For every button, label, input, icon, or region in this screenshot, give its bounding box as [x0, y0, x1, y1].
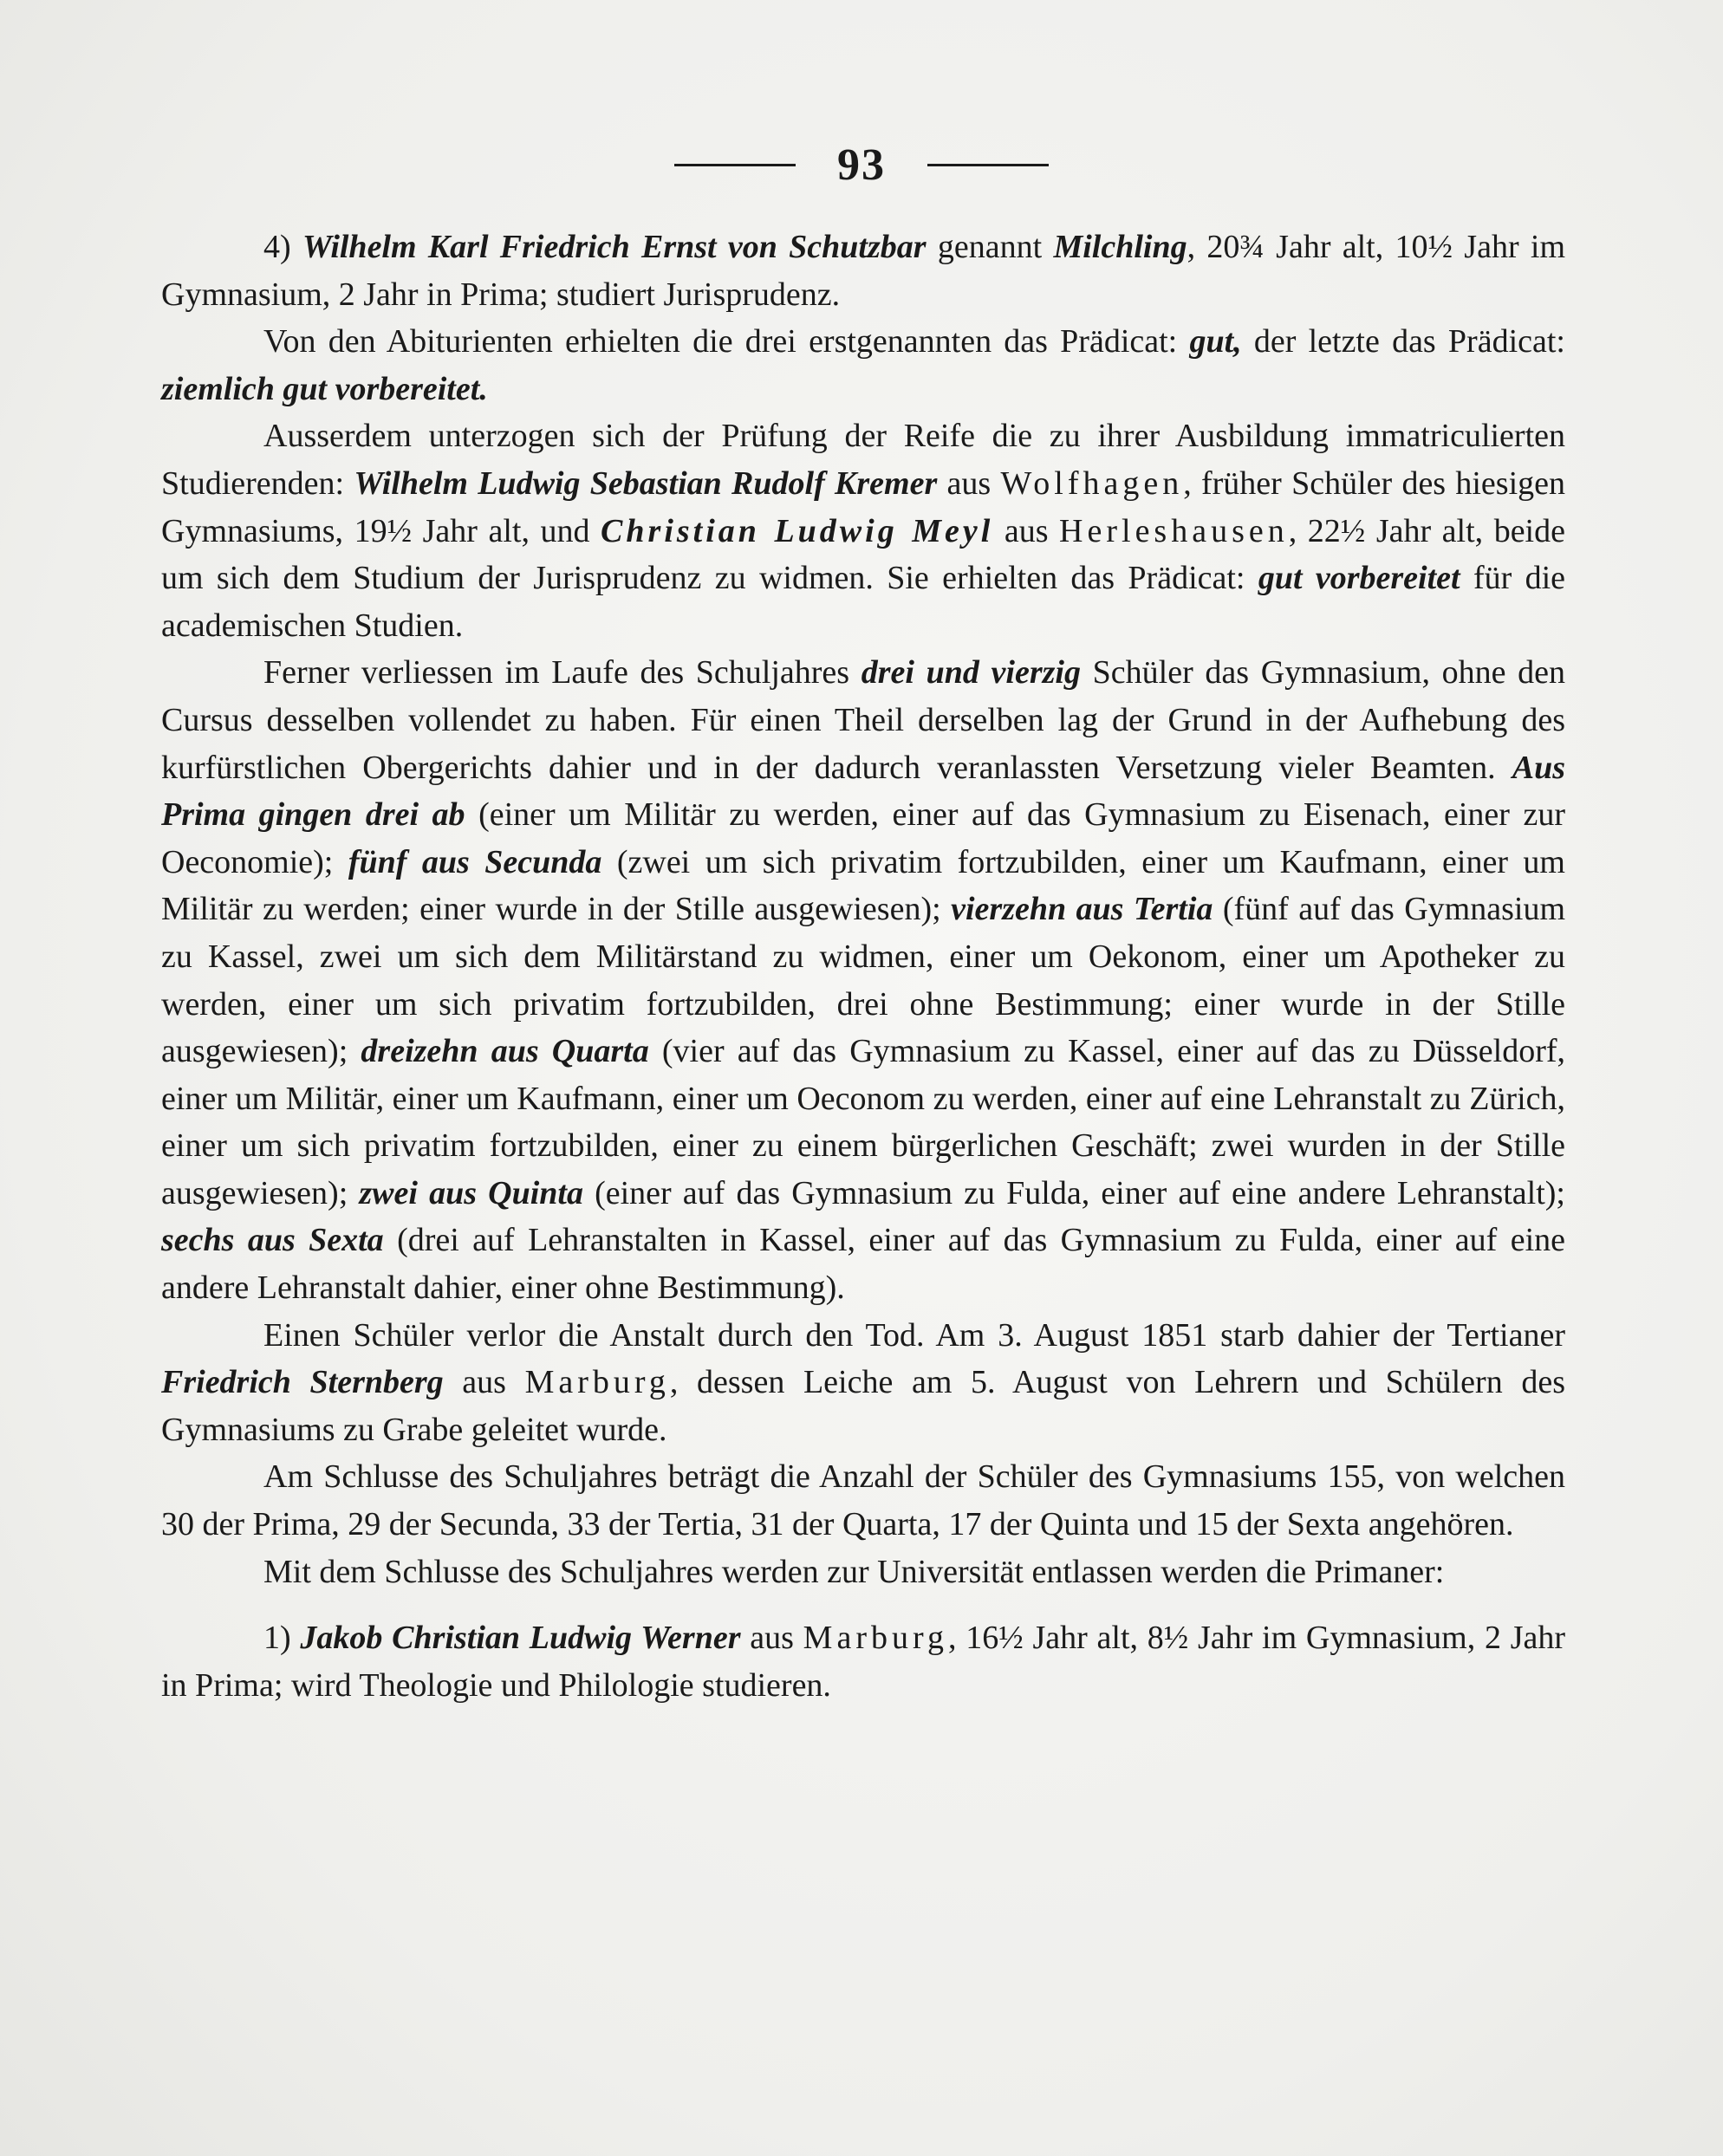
text-run: Schüler das Gymnasium, ohne den Cursus desselben vollendet zu haben. Für einen Theil derselben lag der Grund in der Aufhebung des kurfürstlichen Obergerichts dahier und in der dadurch veranlassten Versetzung vieler Beamten.: [161, 654, 1566, 786]
text-run: (vier auf das Gymnasium zu Kassel, einer auf das zu Düsseldorf, einer um Militär, einer um Kaufmann, einer um Oeconom zu werden, einer auf eine Lehranstalt zu Zürich, einer um sich privatim fortzubilden, einer zu einem bürgerlichen Geschäft; zwei wurden in der Stille ausgewiesen);: [161, 1033, 1566, 1211]
person-alias: Milchling: [1053, 229, 1187, 265]
person-name: Christian Ludwig Meyl: [601, 512, 994, 549]
emphasis-text: drei und vierzig: [861, 654, 1081, 692]
grade-text: gut,: [1189, 323, 1242, 360]
text-run: der letzte das Prädicat:: [1241, 323, 1565, 360]
text-run: (drei auf Lehranstalten in Kassel, einer auf das Gymnasium zu Fulda, einer auf eine andere Lehranstalt dahier, einer ohne Bestimmung).: [161, 1222, 1565, 1307]
paragraph-grades: [161, 318, 1565, 412]
paragraph-primaner-1: [161, 1614, 1565, 1709]
place-name: Marburg: [524, 1364, 670, 1401]
person-name: Jakob Christian Ludwig Werner: [300, 1620, 741, 1657]
text-run: , früher Schüler des hiesigen Gymnasiums, 19½ Jahr alt, und: [161, 464, 1566, 549]
text-run: Ausserdem unterzogen sich der Prüfung der Reife die zu ihrer Ausbildung immatriculierten Studierenden:: [161, 418, 1565, 502]
text-run: genannt: [926, 229, 1054, 265]
paragraph-departures: [161, 649, 1565, 1311]
paragraph-external-candidates: [161, 412, 1565, 649]
text-run: aus: [993, 512, 1060, 549]
paragraph-death: [161, 1312, 1565, 1454]
paragraph-enrollment: Am Schlusse des Schuljahres beträgt die Anzahl der Schüler des Gymnasiums 155, von welchen 30 der Prima, 29 der Secunda, 33 der Tertia, 31 der Quarta, 17 der Quinta und 15 der Sexta angehören.: [161, 1458, 1565, 1543]
text-run: (einer um Militär zu werden, einer auf das Gymnasium zu Eisenach, einer zur Oeconomie);: [161, 796, 1565, 880]
text-run: , 20¾ Jahr alt, 10½ Jahr im Gymnasium, 2 Jahr in Prima; studiert Jurisprudenz.: [161, 229, 1566, 313]
header-rule-left: [674, 164, 796, 166]
emphasis-text: sechs aus Sexta: [161, 1222, 384, 1259]
person-name: Wilhelm Karl Friedrich Ernst von Schutzbar: [302, 229, 927, 265]
text-run: , 16½ Jahr alt, 8½ Jahr im Gymnasium, 2 Jahr in Prima; wird Theologie und Philologie studieren.: [161, 1620, 1566, 1704]
text-run: aus: [937, 464, 1001, 502]
text-run: aus: [740, 1620, 803, 1657]
place-name: Herleshausen: [1059, 512, 1289, 549]
emphasis-text: fünf aus Secunda: [348, 843, 602, 880]
text-run: (einer auf das Gymnasium zu Fulda, einer auf eine andere Lehranstalt);: [582, 1174, 1565, 1211]
grade-text: gut vorbereitet: [1258, 560, 1460, 597]
text-run: Von den Abiturienten erhielten die drei erstgenannten das Prädicat:: [263, 323, 1190, 360]
body-text: [161, 224, 1565, 1709]
paragraph-university-intro: Mit dem Schlusse des Schuljahres werden zur Universität entlassen werden die Primaner:: [263, 1553, 1445, 1590]
person-name: Wilhelm Ludwig Sebastian Rudolf Kremer: [354, 464, 938, 502]
text-run: Einen Schüler verlor die Anstalt durch den Tod. Am 3. August 1851 starb dahier der Tertianer: [263, 1316, 1565, 1354]
page-header: [0, 130, 1723, 199]
paragraph-graduate-4: [161, 224, 1565, 318]
emphasis-text: Aus Prima gingen drei ab: [161, 749, 1565, 834]
grade-text: ziemlich gut vorbereitet.: [161, 370, 488, 407]
text-run: , dessen Leiche am 5. August von Lehrern und Schülern des Gymnasiums zu Grabe geleitet wurde.: [161, 1364, 1565, 1448]
emphasis-text: dreizehn aus Quarta: [361, 1033, 649, 1070]
text-run: (fünf auf das Gymnasium zu Kassel, zwei um sich dem Militärstand zu widmen, einer um Oekonom, einer um Apotheker zu werden, einer um sich privatim fortzubilden, drei ohne Bestimmung; einer wurde in der Stille ausgewiesen);: [161, 891, 1566, 1070]
text-run: , 22½ Jahr alt, beide um sich dem Studium der Jurisprudenz zu widmen. Sie erhielten das Prädicat:: [161, 512, 1565, 597]
text-run: aus: [443, 1364, 525, 1401]
place-name: Marburg: [803, 1620, 948, 1657]
person-name: Friedrich Sternberg: [161, 1364, 444, 1401]
text-run: 4): [263, 229, 302, 265]
text-run: 1): [263, 1620, 301, 1657]
emphasis-text: vierzehn aus Tertia: [951, 891, 1213, 928]
emphasis-text: zwei aus Quinta: [359, 1174, 583, 1211]
text-run: Ferner verliessen im Laufe des Schuljahres: [263, 654, 862, 692]
place-name: Wolfhagen: [1000, 464, 1184, 502]
text-run: für die academischen Studien.: [161, 560, 1566, 644]
page-number: 93: [837, 140, 886, 190]
header-rule-right: [927, 164, 1049, 166]
text-run: (zwei um sich privatim fortzubilden, einer um Kaufmann, einer um Militär zu werden; einer wurde in der Stille ausgewiesen);: [161, 843, 1565, 928]
